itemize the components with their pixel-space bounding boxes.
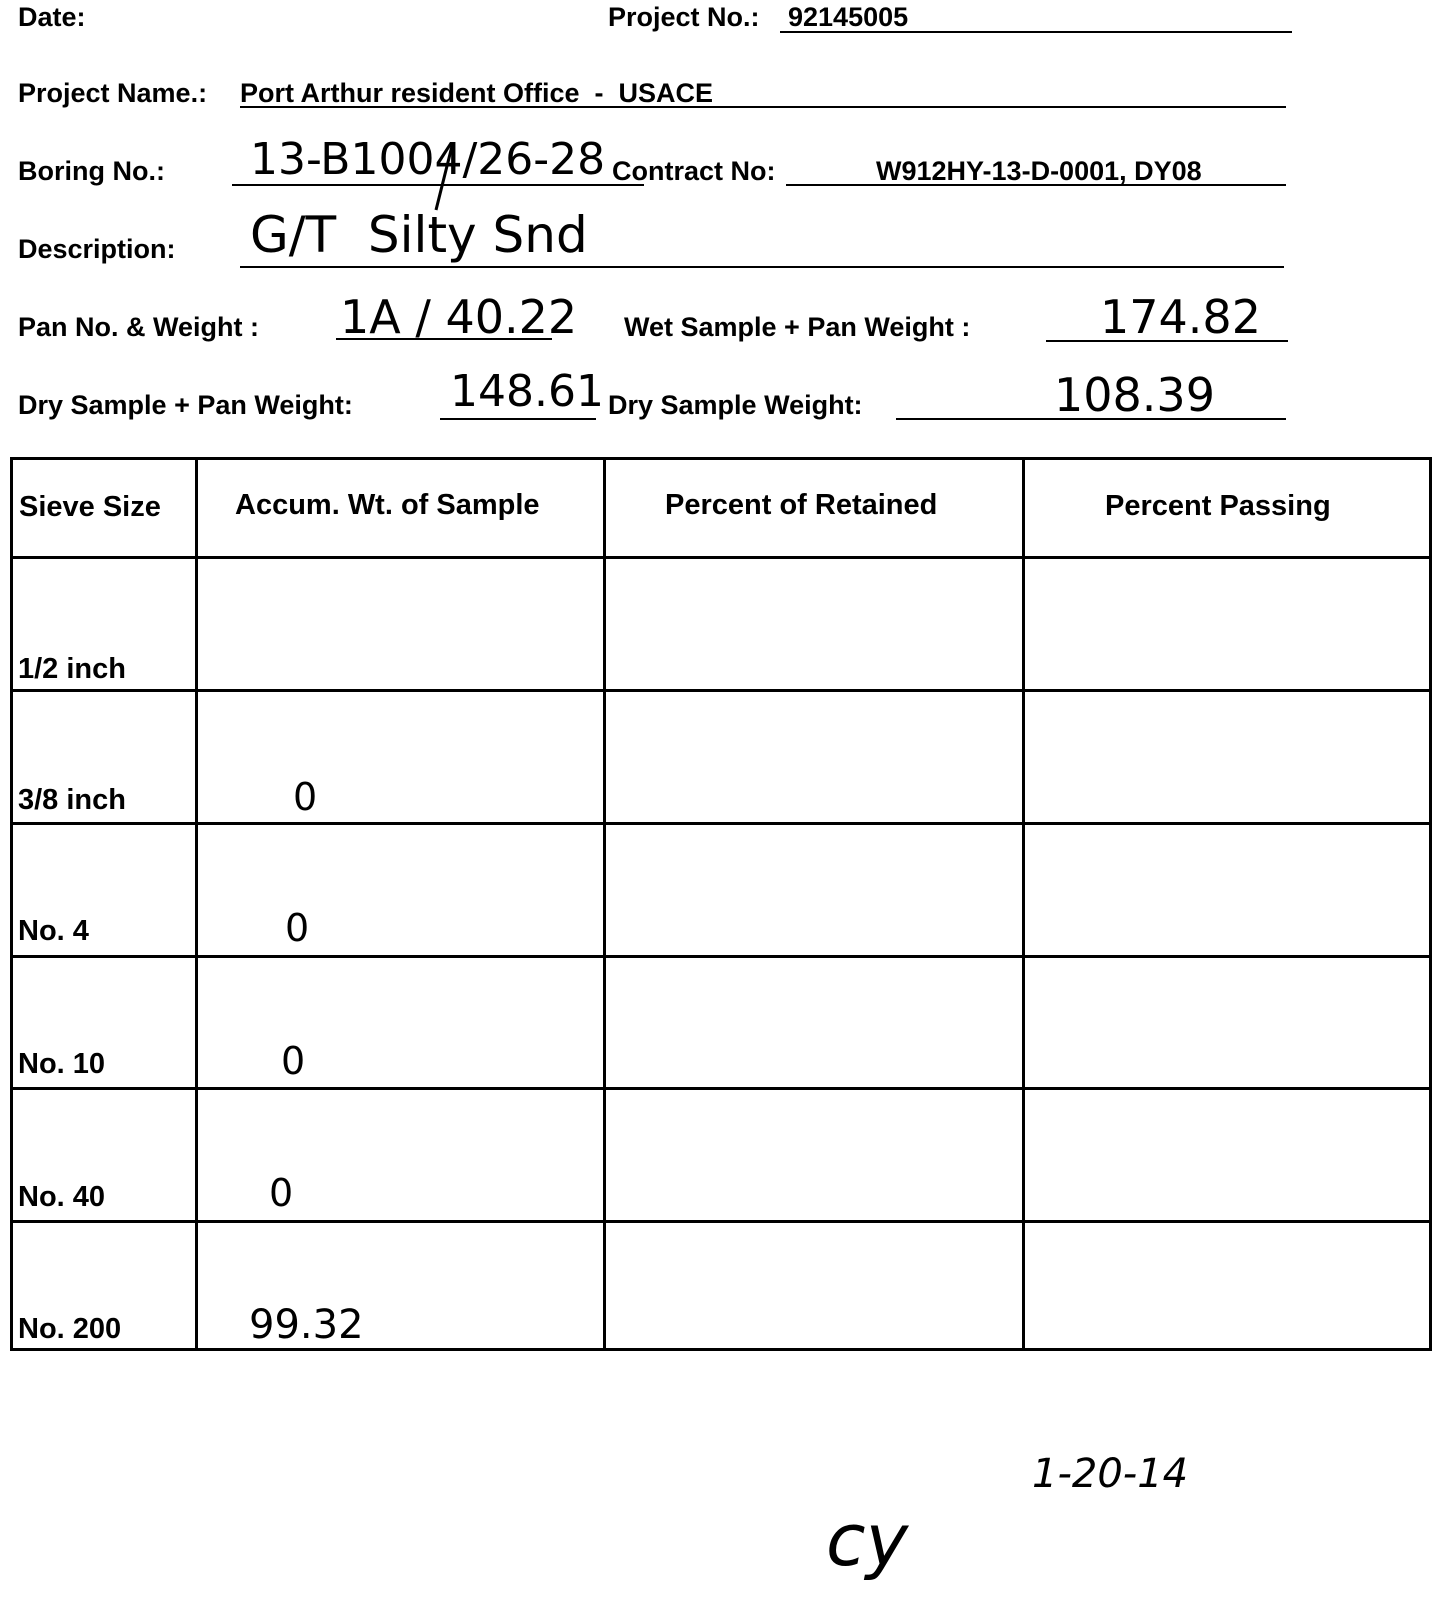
sieve-size-cell: No. 10 (18, 1048, 106, 1080)
table-row (13, 1087, 1429, 1220)
wet-value: 174.82 (1100, 290, 1261, 344)
header-percent-retained: Percent of Retained (665, 489, 938, 521)
table-row (13, 822, 1429, 955)
sieve-size-cell: 1/2 inch (18, 653, 126, 685)
project-no-label: Project No.: (608, 2, 760, 32)
table-row (13, 556, 1429, 689)
table-header-row (13, 460, 1429, 556)
sieve-analysis-table (10, 457, 1432, 1351)
footer-date: 1-20-14 (1032, 1451, 1189, 1497)
description-value: G/T Silty Snd (250, 206, 588, 264)
sieve-size-cell: 3/8 inch (18, 784, 126, 816)
table-row (13, 955, 1429, 1087)
accum-wt-cell: 99.32 (249, 1302, 364, 1348)
dry-pan-value: 148.61 (450, 366, 604, 417)
dry-weight-label: Dry Sample Weight: (608, 390, 863, 420)
dry-pan-line (440, 418, 596, 420)
wet-label: Wet Sample + Pan Weight : (624, 312, 971, 342)
pan-value: 1A / 40.22 (340, 290, 578, 344)
dry-pan-label: Dry Sample + Pan Weight: (18, 390, 353, 420)
accum-wt-cell: 0 (269, 1171, 294, 1215)
date-label: Date: (18, 2, 86, 32)
description-line (240, 266, 1284, 268)
table-row (13, 1220, 1429, 1351)
project-name-value: Port Arthur resident Office - USACE (240, 78, 714, 108)
boring-no-label: Boring No.: (18, 156, 165, 186)
boring-no-value: 13-B1004/26-28 (250, 134, 606, 185)
sieve-size-cell: No. 40 (18, 1181, 106, 1213)
sieve-size-cell: No. 4 (18, 915, 89, 947)
pan-label: Pan No. & Weight : (18, 312, 259, 342)
description-label: Description: (18, 234, 176, 264)
dry-weight-value: 108.39 (1054, 368, 1215, 422)
table-row (13, 689, 1429, 822)
footer-initials: cy (826, 1498, 909, 1582)
contract-no-label: Contract No: (612, 156, 776, 186)
contract-no-value: W912HY-13-D-0001, DY08 (876, 156, 1202, 186)
accum-wt-cell: 0 (281, 1039, 306, 1083)
accum-wt-cell: 0 (285, 906, 310, 950)
header-sieve-size: Sieve Size (19, 491, 161, 523)
project-name-label: Project Name.: (18, 78, 208, 108)
accum-wt-cell: 0 (293, 775, 318, 819)
project-no-value: 92145005 (788, 2, 909, 32)
header-percent-passing: Percent Passing (1105, 490, 1331, 522)
header-accum-wt: Accum. Wt. of Sample (235, 489, 540, 521)
sieve-size-cell: No. 200 (18, 1313, 122, 1345)
